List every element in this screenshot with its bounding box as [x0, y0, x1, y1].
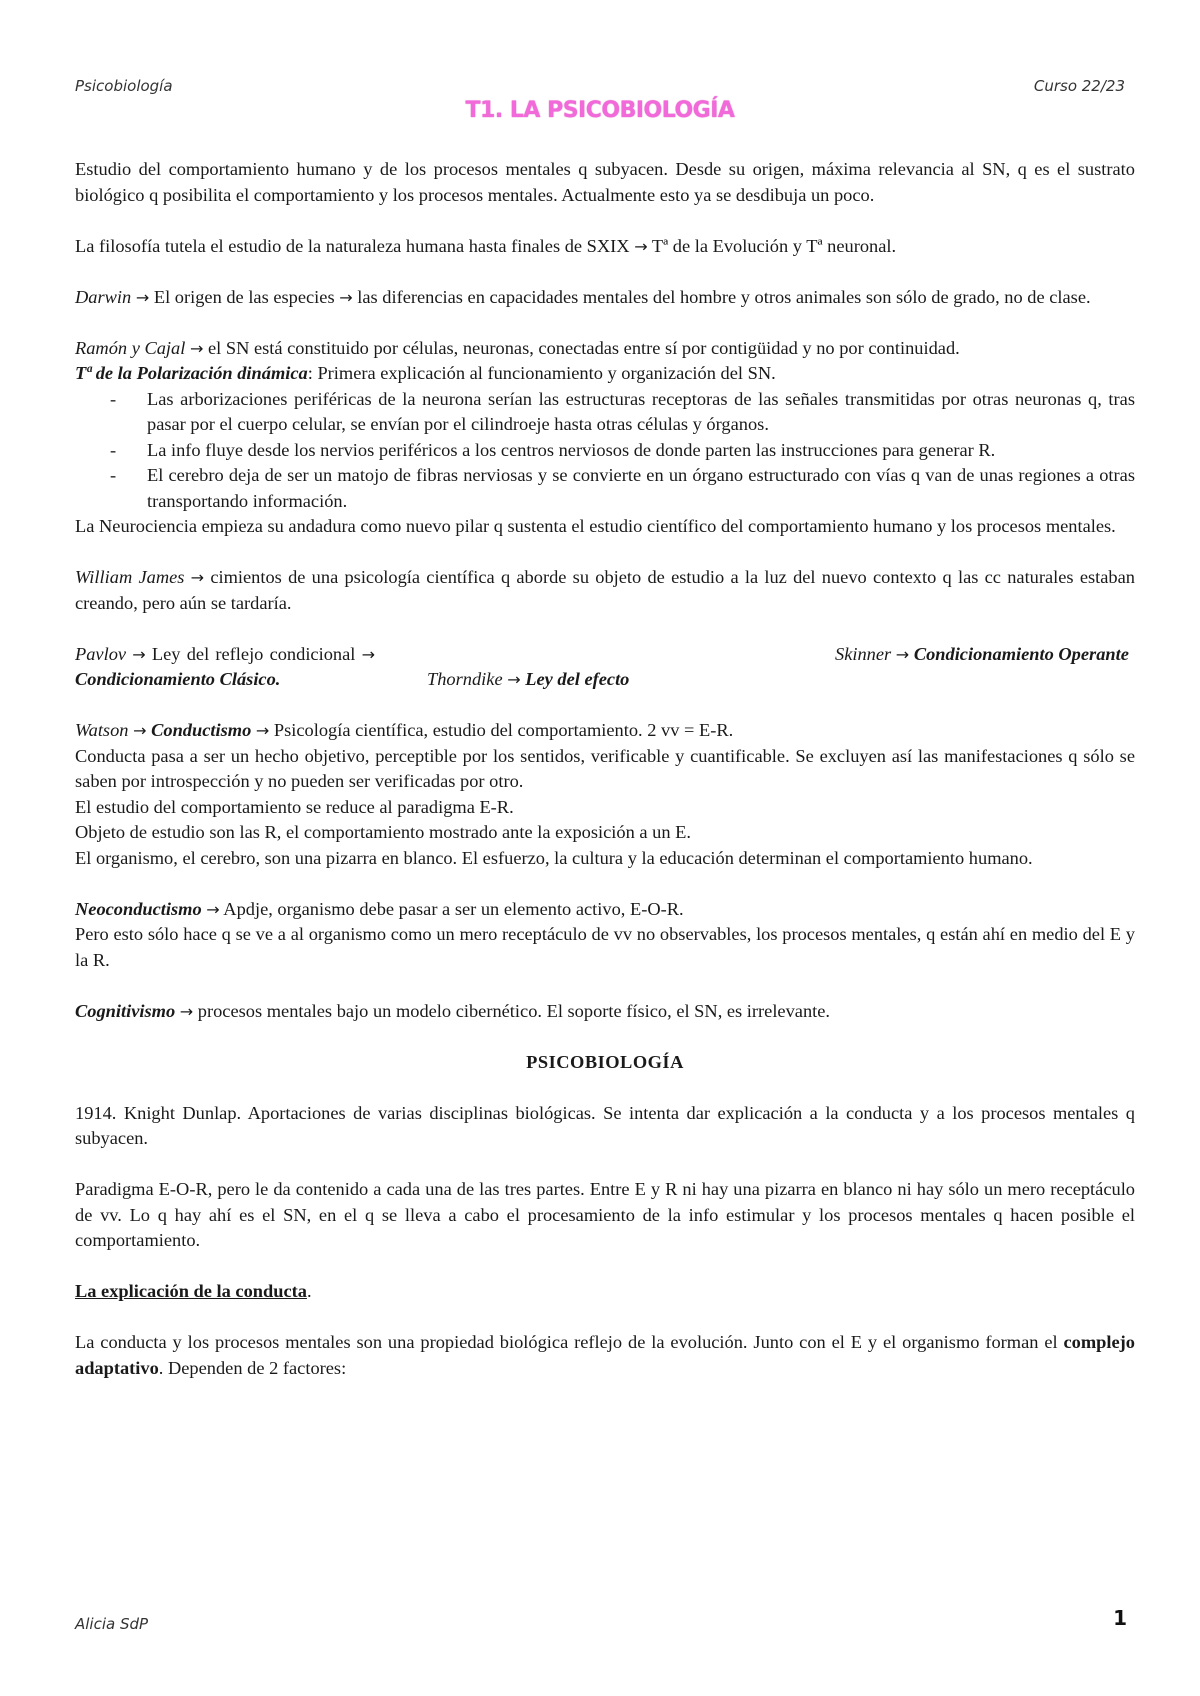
pavlov-column: Pavlov → Ley del reflejo condicional → Condicionamiento Clásico.	[75, 643, 375, 689]
arrow-icon: →	[190, 568, 205, 587]
document-body	[75, 157, 1135, 1381]
arrow-icon: →	[179, 1001, 194, 1021]
arrow-icon: →	[507, 670, 521, 689]
arrow-icon: →	[135, 287, 150, 307]
list-item: - El cerebro deja de ser un matojo de fibras nerviosas y se convierte en un órgano estructurado con vías q van de unas regiones a otras transportando información.	[110, 465, 1135, 511]
arrow-icon: →	[634, 236, 648, 256]
cognitivism-paragraph: Cognitivismo → procesos mentales bajo un modelo cibernético. El soporte físico, el SN, es irrelevante.	[75, 1000, 831, 1021]
darwin-paragraph: Darwin → El origen de las especies → las diferencias en capacidades mentales del hombre y otros animales son sólo de grado, no de clase.	[75, 286, 1091, 307]
header-course: Curso 22/23	[1033, 77, 1125, 95]
polarization-theory: Tª de la Polarización dinámica: Primera explicación al funcionamiento y organización del SN.	[75, 363, 776, 383]
watson-line: El estudio del comportamiento se reduce al paradigma E-R.	[75, 796, 514, 817]
footer-author: Alicia SdP	[75, 1615, 149, 1633]
paradigm-paragraph: Paradigma E-O-R, pero le da contenido a cada una de las tres partes. Entre E y R ni hay una pizarra en blanco ni hay sólo un mero receptáculo de vv. Lo q hay ahí es el SN, en el q se lleva a cabo el procesamiento de la info estimular y los procesos mentales q hacen posible el comportamiento.	[75, 1179, 1135, 1250]
page-number: 1	[1113, 1606, 1127, 1630]
skinner-column: Skinner → Condicionamiento Operante	[835, 643, 1129, 664]
polarization-list	[75, 387, 1135, 515]
neobehaviorism-line: Pero esto sólo hace q se ve a al organismo como un mero receptáculo de vv no observables, los procesos mentales, q están ahí en medio del E y la R.	[75, 924, 1135, 970]
arrow-icon: →	[132, 644, 146, 664]
james-name: William James	[75, 567, 185, 587]
dash-bullet: -	[110, 439, 117, 460]
subheading: La explicación de la conducta.	[75, 1281, 312, 1301]
watson-paragraph: Watson → Conductismo → Psicología científica, estudio del comportamiento. 2 vv = E-R.	[75, 720, 734, 740]
arrow-icon: →	[206, 899, 220, 919]
cajal-paragraph: Ramón y Cajal → el SN está constituido por células, neuronas, conectadas entre sí por contigüidad y no por continuidad.	[75, 337, 960, 358]
darwin-name: Darwin	[75, 286, 132, 307]
thorndike-column: Thorndike → Ley del efecto	[427, 669, 630, 689]
header-subject: Psicobiología	[75, 77, 173, 95]
behaviorist-columns	[75, 642, 1135, 693]
arrow-icon: →	[255, 721, 270, 740]
arrow-icon: →	[189, 338, 204, 358]
list-item: - La info fluye desde los nervios periféricos a los centros nerviosos de donde parten las instrucciones para generar R.	[75, 438, 1135, 464]
list-item: - Las arborizaciones periféricas de la neurona serían las estructuras receptoras de las señales transmitidas por otras neuronas q, tras pasar por el cuerpo celular, se envían por el cilindroeje hasta otras células y órganos.	[110, 388, 1135, 434]
section-heading: PSICOBIOLOGÍA	[526, 1051, 684, 1072]
arrow-icon: →	[361, 644, 375, 664]
page-title: T1. LA PSICOBIOLOGÍA	[465, 98, 735, 123]
dunlap-paragraph: 1914. Knight Dunlap. Aportaciones de varias disciplinas biológicas. Se intenta dar explicación a la conducta y a los procesos mentales q subyacen.	[75, 1102, 1135, 1148]
cajal-name: Ramón y Cajal	[75, 337, 186, 358]
dash-bullet: -	[110, 465, 117, 485]
watson-line: Objeto de estudio son las R, el comportamiento mostrado ante la exposición a un E.	[75, 822, 691, 842]
arrow-icon: →	[339, 287, 353, 307]
dash-bullet: -	[110, 388, 117, 409]
watson-line: El organismo, el cerebro, son una pizarra en blanco. El esfuerzo, la cultura y la educación determinan el comportamiento humano.	[75, 847, 1033, 868]
arrow-icon: →	[895, 644, 910, 664]
intro-paragraph: Estudio del comportamiento humano y de los procesos mentales q subyacen. Desde su origen, máxima relevancia al SN, q es el sustrato biológico q posibilita el comportamiento y los procesos mentales. Actualmente esto ya se desdibuja un poco.	[75, 159, 1135, 205]
watson-line: Conducta pasa a ser un hecho objetivo, perceptible por los sentidos, verificable y cuantificable. Se excluyen así las manifestaciones q sólo se saben por introspección y no pueden ser verificadas por otro.	[75, 745, 1135, 791]
philosophy-paragraph: La filosofía tutela el estudio de la naturaleza humana hasta finales de SXIX → Tª de la Evolución y Tª neuronal.	[75, 235, 897, 256]
neuroscience-paragraph: La Neurociencia empieza su andadura como nuevo pilar q sustenta el estudio científico del comportamiento humano y los procesos mentales.	[75, 516, 1116, 536]
james-paragraph: William James → cimientos de una psicología científica q aborde su objeto de estudio a la luz del nuevo contexto q las cc naturales estaban creando, pero aún se tardaría.	[75, 567, 1135, 613]
neobehaviorism-paragraph: Neoconductismo → Apdje, organismo debe pasar a ser un elemento activo, E-O-R.	[75, 898, 684, 919]
adaptive-complex-paragraph: La conducta y los procesos mentales son una propiedad biológica reflejo de la evolución. Junto con el E y el organismo forman el complejo adaptativo. Dependen de 2 factores:	[75, 1332, 1135, 1378]
arrow-icon: →	[133, 721, 147, 740]
